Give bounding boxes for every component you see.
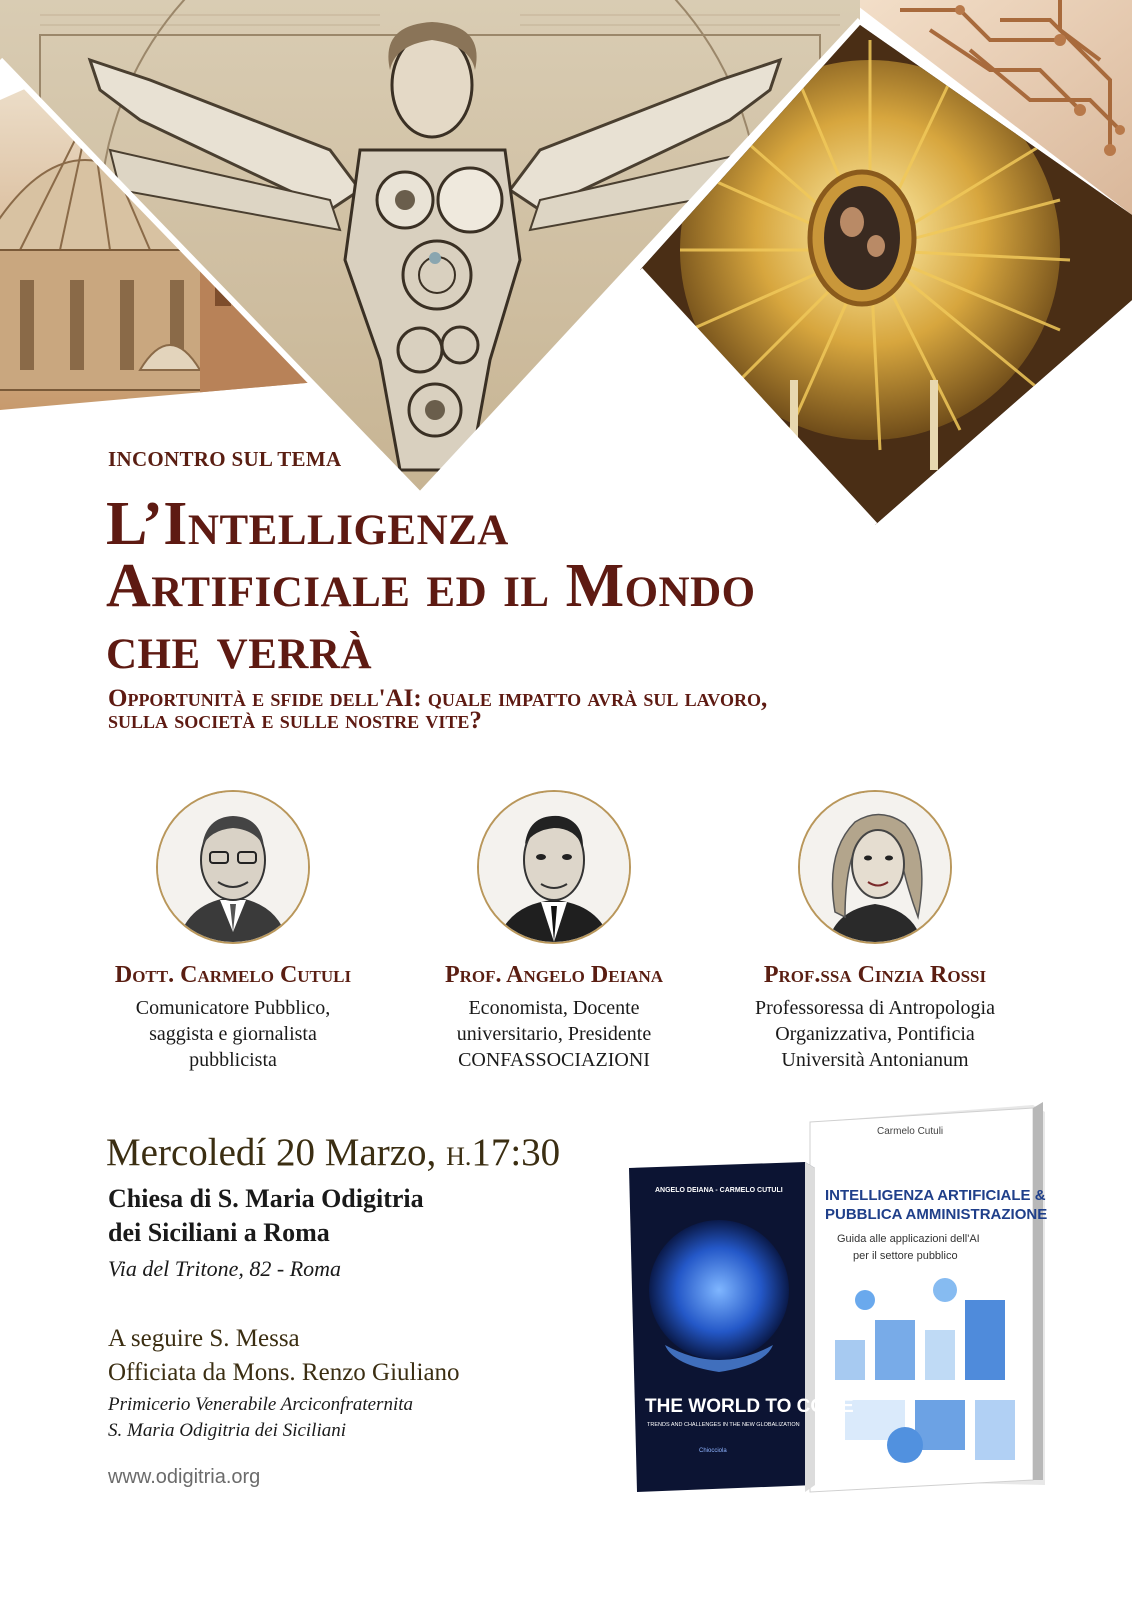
speaker-role [68, 995, 398, 1073]
speaker-role [389, 995, 719, 1073]
speaker-role-line: pubblicista [189, 1049, 277, 1071]
event-time: 17:30 [471, 1131, 561, 1174]
speaker-name: Dott. Carmelo Cutuli [114, 962, 352, 988]
portrait-image [156, 790, 310, 944]
book2-title-line-1: INTELLIGENZA ARTIFICIALE & [825, 1187, 1046, 1204]
mass-info [108, 1322, 460, 1390]
speaker-name: Prof. Angelo Deiana [444, 962, 664, 988]
book2-subtitle-line-2: per il settore pubblico [853, 1250, 958, 1262]
officiant-line-1: Primicerio Venerabile Arciconfraternita [108, 1394, 414, 1415]
speaker-role-line: Organizzativa, Pontificia [775, 1023, 975, 1045]
speaker-role-line: Università Antonianum [781, 1049, 969, 1071]
book1-authors: ANGELO DEIANA - CARMELO CUTULI [655, 1187, 783, 1194]
portrait-image [477, 790, 631, 944]
event-address: Via del Tritone, 82 - Roma [108, 1256, 342, 1281]
book2-subtitle-line-1: Guida alle applicazioni dell'AI [837, 1233, 980, 1245]
event-date [106, 1130, 560, 1175]
speaker-role-line: universitario, Presidente [456, 1023, 652, 1045]
event-title [106, 490, 1046, 682]
book1-title: THE WORLD TO COME [645, 1396, 854, 1417]
event-hour-prefix: H. [446, 1142, 472, 1171]
mass-line-1: A seguire S. Messa [108, 1325, 300, 1352]
event-date-text: Mercoledí 20 Marzo, [106, 1131, 437, 1174]
title-line-1: L’Intelligenza [106, 490, 509, 558]
speaker-role-line: Professoressa di Antropologia [755, 997, 995, 1019]
officiant-info [108, 1392, 413, 1444]
speaker-deiana [389, 790, 719, 1073]
place-line-1: Chiesa di S. Maria Odigitria [108, 1184, 424, 1213]
speaker-role-line: Economista, Docente [468, 997, 640, 1019]
title-line-3: che verrà [106, 614, 373, 682]
place-line-2: dei Siciliani a Roma [108, 1218, 330, 1247]
subtitle-line-2: sulla società e sulle nostre vite? [108, 707, 482, 734]
speaker-rossi [710, 790, 1040, 1073]
book2-author: Carmelo Cutuli [877, 1126, 944, 1137]
event-place [108, 1182, 424, 1250]
speaker-role [710, 995, 1040, 1073]
event-subtitle [108, 685, 1048, 734]
book-cover-image [810, 1102, 1047, 1492]
speaker-role-line: Comunicatore Pubblico, [135, 997, 331, 1019]
speaker-cutuli [68, 790, 398, 1073]
title-line-2: Artificiale ed il Mondo [106, 552, 756, 620]
officiant-line-2: S. Maria Odigitria dei Siciliani [108, 1420, 347, 1441]
speaker-role-line: CONFASSOCIAZIONI [458, 1049, 650, 1071]
speaker-role-line: saggista e giornalista [149, 1023, 317, 1045]
book1-subtitle: TRENDS AND CHALLENGES IN THE NEW GLOBALIZATION [647, 1422, 800, 1428]
event-kicker: INCONTRO SUL TEMA [108, 447, 342, 471]
mass-line-2: Officiata da Mons. Renzo Giuliano [108, 1359, 460, 1386]
portrait-image [798, 790, 952, 944]
speaker-name: Prof.ssa Cinzia Rossi [763, 962, 987, 988]
subtitle-line-1: Opportunità e sfide dell'AI: quale impatto avrà sul lavoro, [108, 685, 768, 712]
book1-publisher: Chiocciola [699, 1448, 727, 1454]
books-image [615, 1100, 1095, 1510]
book2-title-line-2: PUBBLICA AMMINISTRAZIONE [825, 1206, 1048, 1223]
website-link[interactable]: www.odigitria.org [108, 1466, 261, 1488]
